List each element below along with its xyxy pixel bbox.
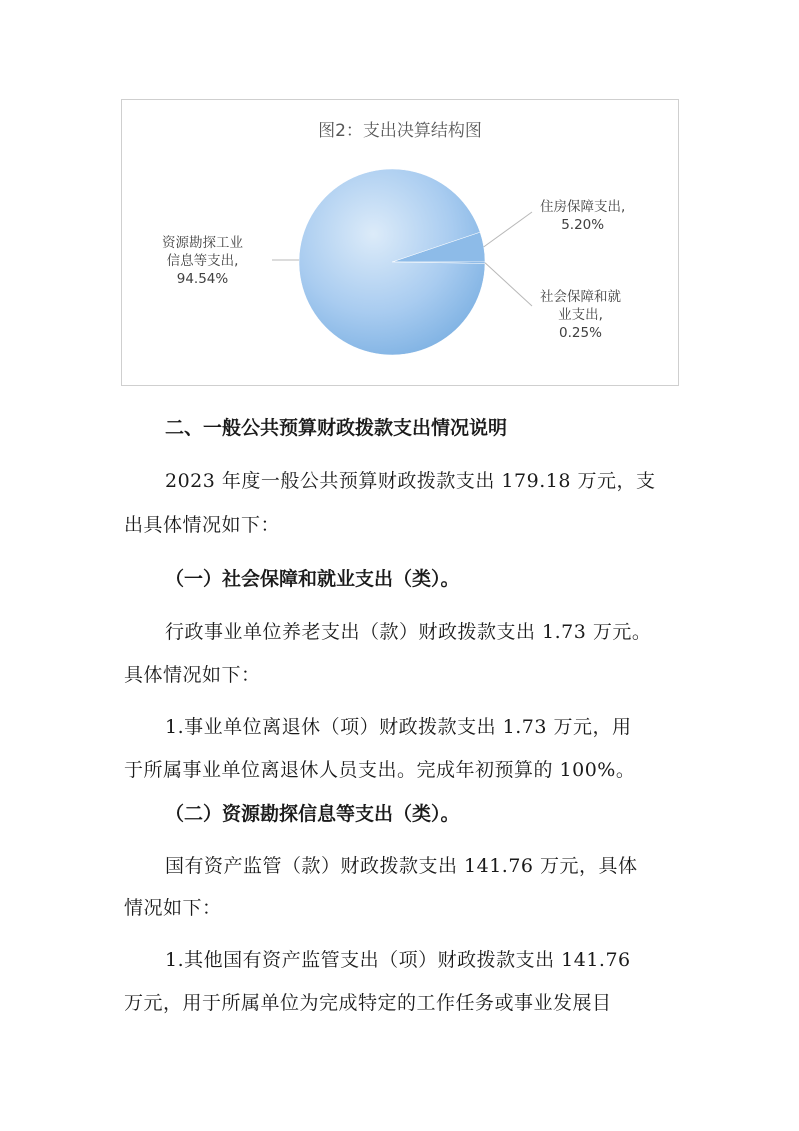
paragraph-line: 万元，用于所属单位为完成特定的工作任务或事业发展目: [124, 992, 612, 1014]
subsection-heading: （一）社会保障和就业支出（类）。: [165, 568, 460, 590]
paragraph-line: 于所属事业单位离退休人员支出。完成年初预算的 100%。: [124, 759, 636, 781]
paragraph-line: 情况如下：: [124, 897, 222, 919]
pie-chart-box: [121, 99, 679, 386]
paragraph-line: 国有资产监管（款）财政拨款支出 141.76 万元，具体: [165, 855, 638, 877]
paragraph-line: 2023 年度一般公共预算财政拨款支出 179.18 万元，支: [165, 470, 656, 492]
slice-label-social: 社会保障和就 业支出, 0.25%: [540, 289, 621, 341]
paragraph-line: 行政事业单位养老支出（款）财政拨款支出 1.73 万元。: [165, 621, 652, 643]
slice-label-housing: 住房保障支出, 5.20%: [540, 199, 626, 233]
paragraph-line: 具体情况如下：: [124, 664, 261, 686]
paragraph-line: 1.事业单位离退休（项）财政拨款支出 1.73 万元，用: [165, 716, 632, 738]
paragraph-line: 1.其他国有资产监管支出（项）财政拨款支出 141.76: [165, 949, 631, 971]
slice-label-resources: 资源勘探工业 信息等支出, 94.54%: [162, 235, 243, 287]
chart-title: 图2：支出决算结构图: [318, 121, 482, 141]
paragraph-line: 出具体情况如下：: [124, 514, 281, 536]
leader-line-housing: [484, 212, 532, 247]
subsection-heading: （二）资源勘探信息等支出（类）。: [165, 803, 460, 825]
section-heading: 二、一般公共预算财政拨款支出情况说明: [165, 417, 508, 439]
leader-line-social: [485, 263, 532, 306]
